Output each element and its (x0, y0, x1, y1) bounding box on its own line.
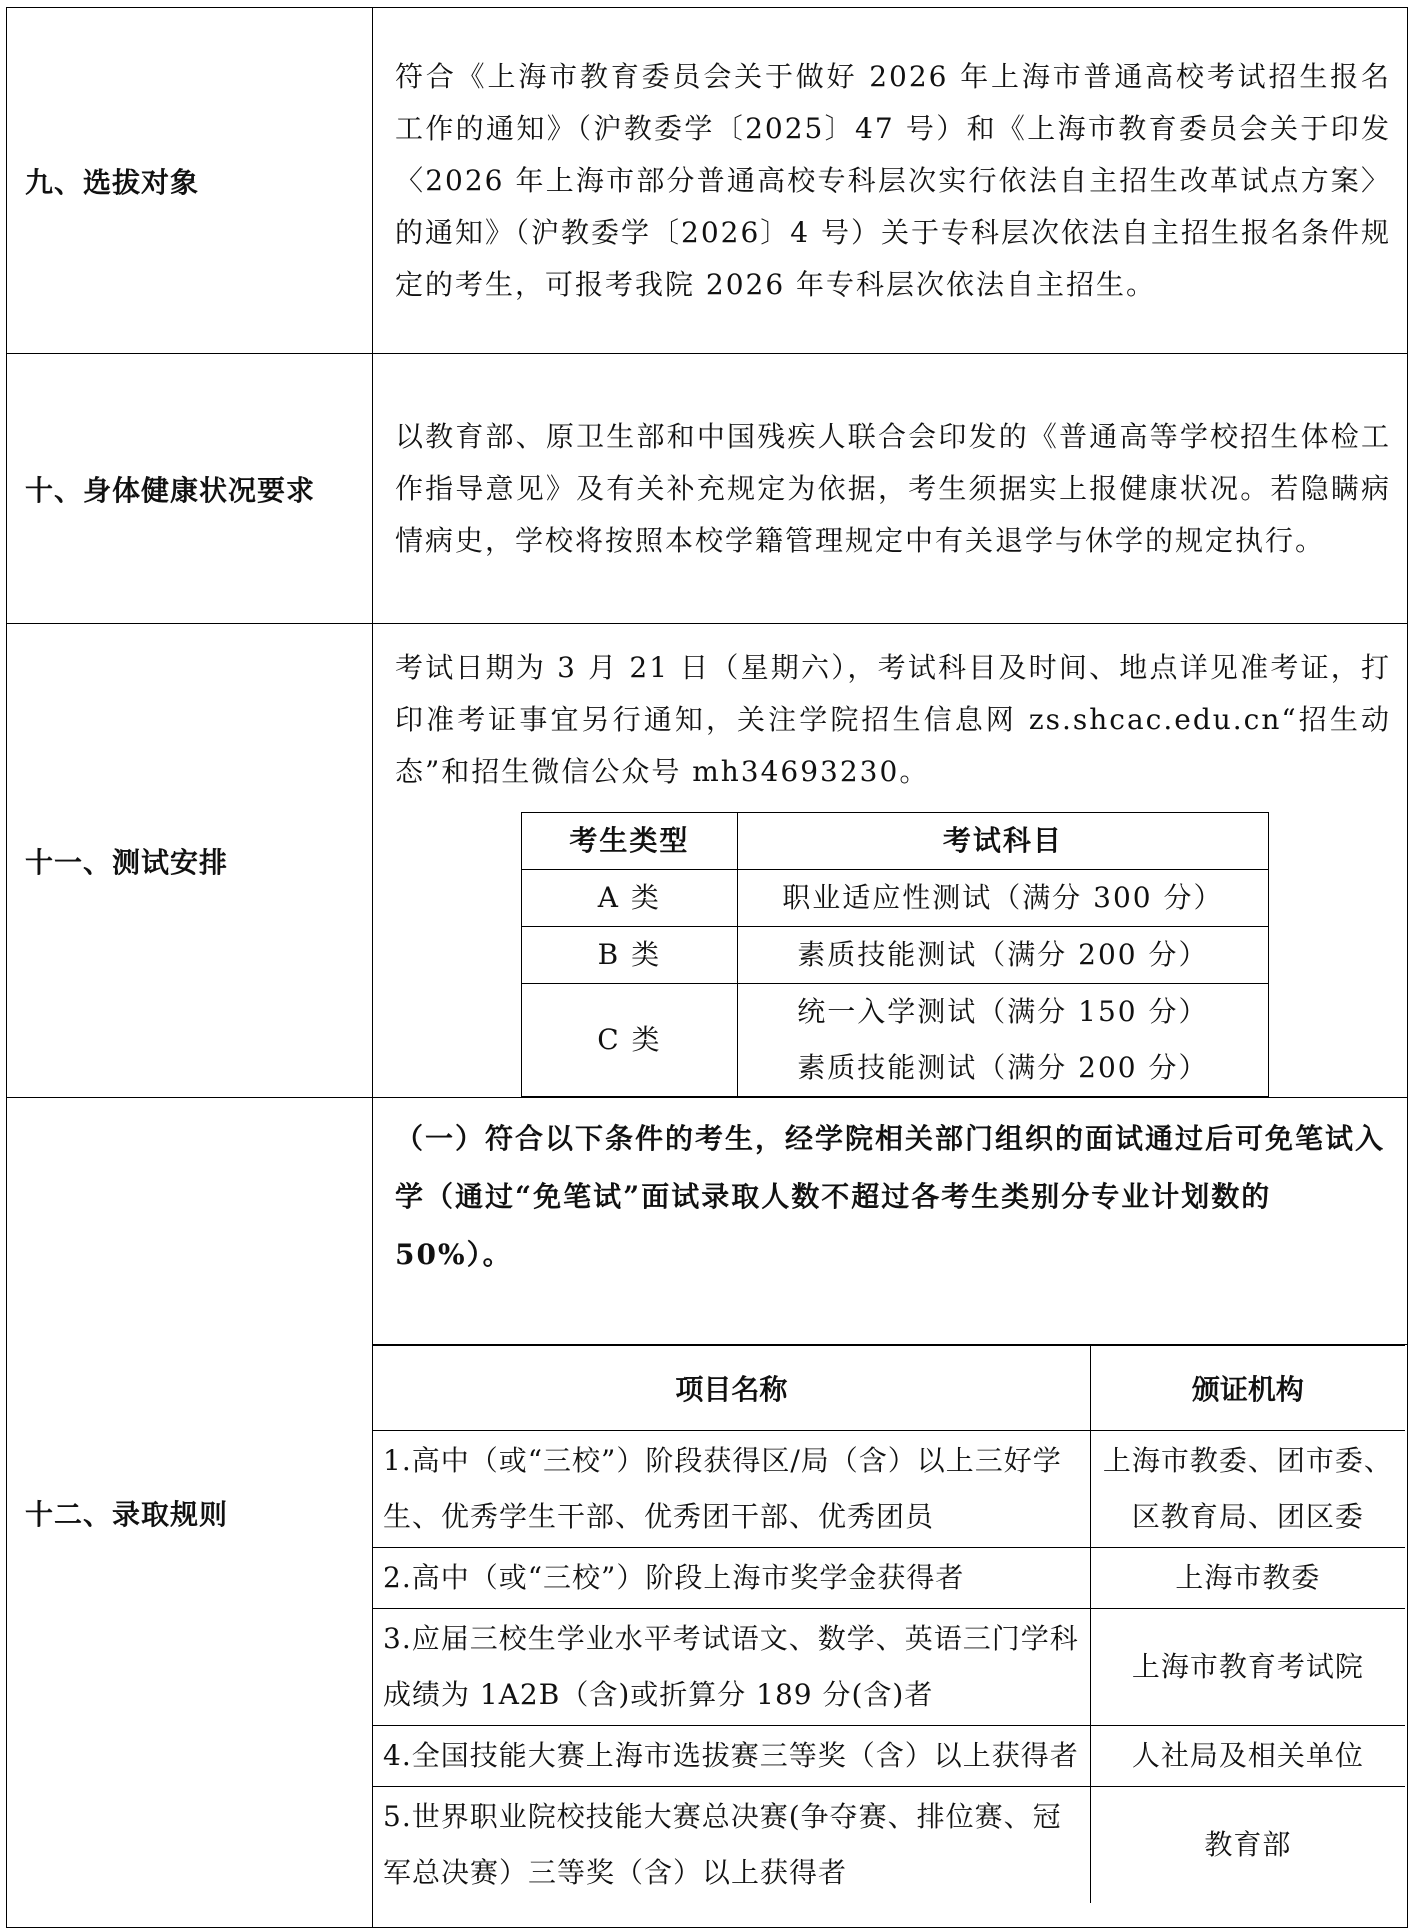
section-text: 以教育部、原卫生部和中国残疾人联合会印发的《普通高等学校招生体检工作指导意见》及有关补充规定为依据，考生须据实上报健康状况。若隐瞒病情病史，学校将按照本校学籍管理规定中有关退学与休学的规定执行。 (395, 419, 1391, 557)
exam-subject: 职业适应性测试（满分 300 分） (737, 870, 1268, 927)
table-row (373, 1431, 1405, 1548)
cert-org: 教育部 (1090, 1787, 1405, 1904)
admission-document (6, 7, 1407, 1928)
table-header: 考生类型 (522, 813, 738, 870)
table-row (373, 1787, 1405, 1904)
exam-type: B 类 (522, 927, 738, 984)
cert-name: 2.高中（或“三校”）阶段上海市奖学金获得者 (373, 1548, 1090, 1609)
table-header-row (373, 1346, 1405, 1431)
cert-name: 4.全国技能大赛上海市选拔赛三等奖（含）以上获得者 (373, 1726, 1090, 1787)
table-row (522, 927, 1269, 984)
section-row-selection (7, 8, 1408, 354)
section-row-admission (7, 1098, 1408, 1928)
exam-type: A 类 (522, 870, 738, 927)
section-label: 十二、录取规则 (7, 1098, 373, 1928)
cert-name: 3.应届三校生学业水平考试语文、数学、英语三门学科成绩为 1A2B（含)或折算分 189 分(含)者 (373, 1609, 1090, 1726)
table-row (373, 1548, 1405, 1609)
exam-subject-table (521, 812, 1269, 1097)
section-text: （一）符合以下条件的考生，经学院相关部门组织的面试通过后可免笔试入学（通过“免笔试”面试录取人数不超过各考生类别分专业计划数的 50%）。 (373, 1098, 1407, 1345)
cert-name: 5.世界职业院校技能大赛总决赛(争夺赛、排位赛、冠军总决赛）三等奖（含）以上获得者 (373, 1787, 1090, 1904)
exam-subject: 素质技能测试（满分 200 分） (797, 1051, 1209, 1084)
cert-org: 人社局及相关单位 (1090, 1726, 1405, 1787)
exam-type: C 类 (522, 984, 738, 1097)
exam-subject: 素质技能测试（满分 200 分） (737, 927, 1268, 984)
section-label: 十一、测试安排 (7, 624, 373, 1098)
table-header: 颁证机构 (1090, 1346, 1405, 1431)
table-row (373, 1726, 1405, 1787)
admission-info-table (6, 7, 1408, 1928)
cert-name: 1.高中（或“三校”）阶段获得区/局（含）以上三好学生、优秀学生干部、优秀团干部、优秀团员 (373, 1431, 1090, 1548)
table-header: 考试科目 (737, 813, 1268, 870)
section-row-health (7, 354, 1408, 624)
cert-org: 上海市教委 (1090, 1548, 1405, 1609)
section-text: 符合《上海市教育委员会关于做好 2026 年上海市普通高校考试招生报名工作的通知》（沪教委学〔2025〕47 号）和《上海市教育委员会关于印发〈2026 年上海市部分普通高校专科层次实行依法自主招生改革试点方案〉的通知》（沪教委学〔2026〕4 号）关于专科层次依法自主招生报名条件规定的考生，可报考我院 2026 年专科层次依法自主招生。 (395, 59, 1391, 301)
section-text: 考试日期为 3 月 21 日（星期六），考试科目及时间、地点详见准考证，打印准考证事宜另行通知，关注学院招生信息网 zs.shcac.edu.cn“招生动态”和招生微信公众号 mh34693230。 (395, 651, 1391, 788)
table-row (373, 1609, 1405, 1726)
table-row (522, 870, 1269, 927)
section-row-test (7, 624, 1408, 1098)
section-label: 十、身体健康状况要求 (7, 354, 373, 624)
exam-subject: 统一入学测试（满分 150 分） (797, 995, 1209, 1028)
table-header-row (522, 813, 1269, 870)
section-label: 九、选拔对象 (7, 8, 373, 354)
cert-org: 上海市教育考试院 (1090, 1609, 1405, 1726)
table-header: 项目名称 (373, 1346, 1090, 1431)
cert-org: 上海市教委、团市委、区教育局、团区委 (1090, 1431, 1405, 1548)
table-row (522, 984, 1269, 1097)
certificate-table (373, 1345, 1405, 1903)
